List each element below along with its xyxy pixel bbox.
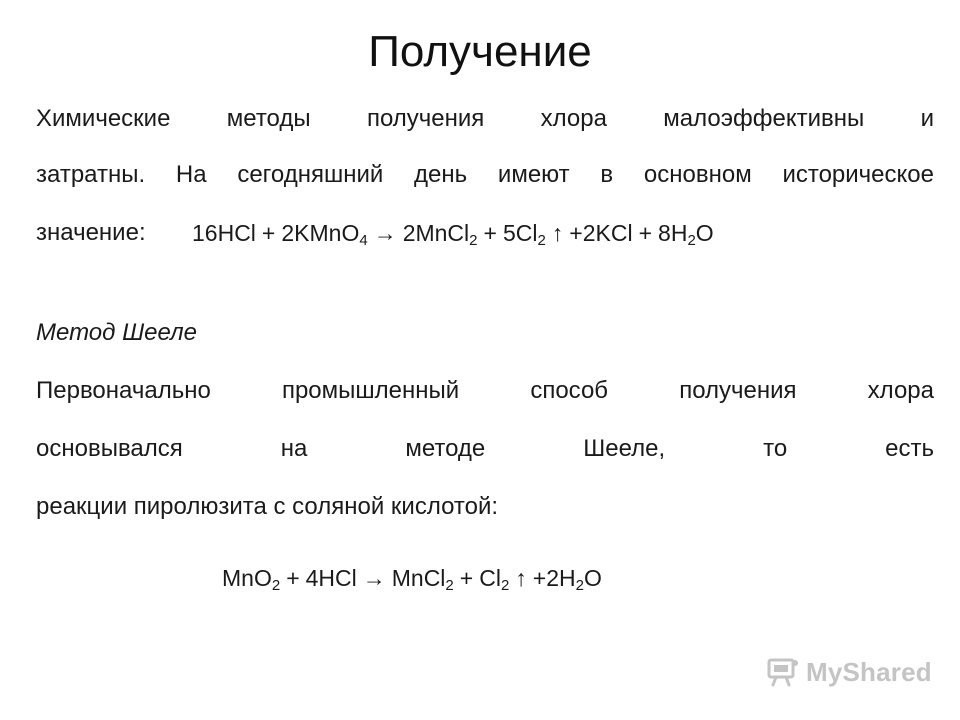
paragraph1-line2: затратны. На сегодняшний день имеют в основном историческое bbox=[36, 161, 934, 188]
eq1-arrow: → bbox=[373, 220, 397, 246]
eq1-plus: + bbox=[261, 220, 276, 246]
slide-title: Получение bbox=[368, 27, 592, 76]
watermark-text: MyShared bbox=[806, 656, 932, 687]
eq1-term-kcl: +2KCl bbox=[569, 220, 633, 246]
paragraph1-line1: Химические методы получения хлора малоэффективны и bbox=[36, 105, 934, 132]
eq1-term-h2o: $8H_2O$ bbox=[658, 220, 714, 249]
paragraph1-line3: значение: bbox=[36, 219, 146, 246]
eq1-term-kmno4: 2KMnO$_4$ bbox=[281, 220, 368, 249]
eq2-plus: + bbox=[459, 565, 474, 591]
equation-permanganate bbox=[192, 217, 714, 249]
method-line1: Первоначально промышленный способ получения хлора bbox=[36, 377, 934, 404]
eq1-term-hcl: 16HCl bbox=[192, 220, 256, 246]
method-heading: Метод Шееле bbox=[36, 319, 197, 346]
eq2-term-hcl: 4HCl bbox=[305, 565, 357, 591]
eq1-term-cl2: $5Cl_2$ bbox=[502, 220, 546, 249]
myshared-logo-icon bbox=[766, 655, 800, 689]
eq2-arrow: → bbox=[362, 565, 386, 591]
eq2-term-mno2: MnO$_2$ bbox=[222, 565, 281, 594]
eq1-plus: + bbox=[638, 220, 653, 246]
eq2-term-h2o: $+2H_2O$ bbox=[532, 565, 602, 594]
eq2-term-mncl2: MnCl$_2$ bbox=[391, 565, 454, 594]
eq2-plus: + bbox=[286, 565, 300, 591]
eq1-term-mncl2: 2MnCl$_2$ bbox=[402, 220, 478, 249]
method-line2: основывался на методе Шееле, то есть bbox=[36, 435, 934, 462]
eq2-up-arrow: ↑ bbox=[515, 565, 527, 591]
eq1-up-arrow: ↑ bbox=[551, 220, 564, 246]
equation-scheele bbox=[222, 562, 602, 594]
eq2-term-cl2: $Cl_2$ bbox=[479, 565, 510, 594]
method-line3: реакции пиролюзита с соляной кислотой: bbox=[36, 493, 499, 520]
watermark bbox=[766, 655, 932, 689]
eq1-plus: + bbox=[483, 220, 497, 246]
